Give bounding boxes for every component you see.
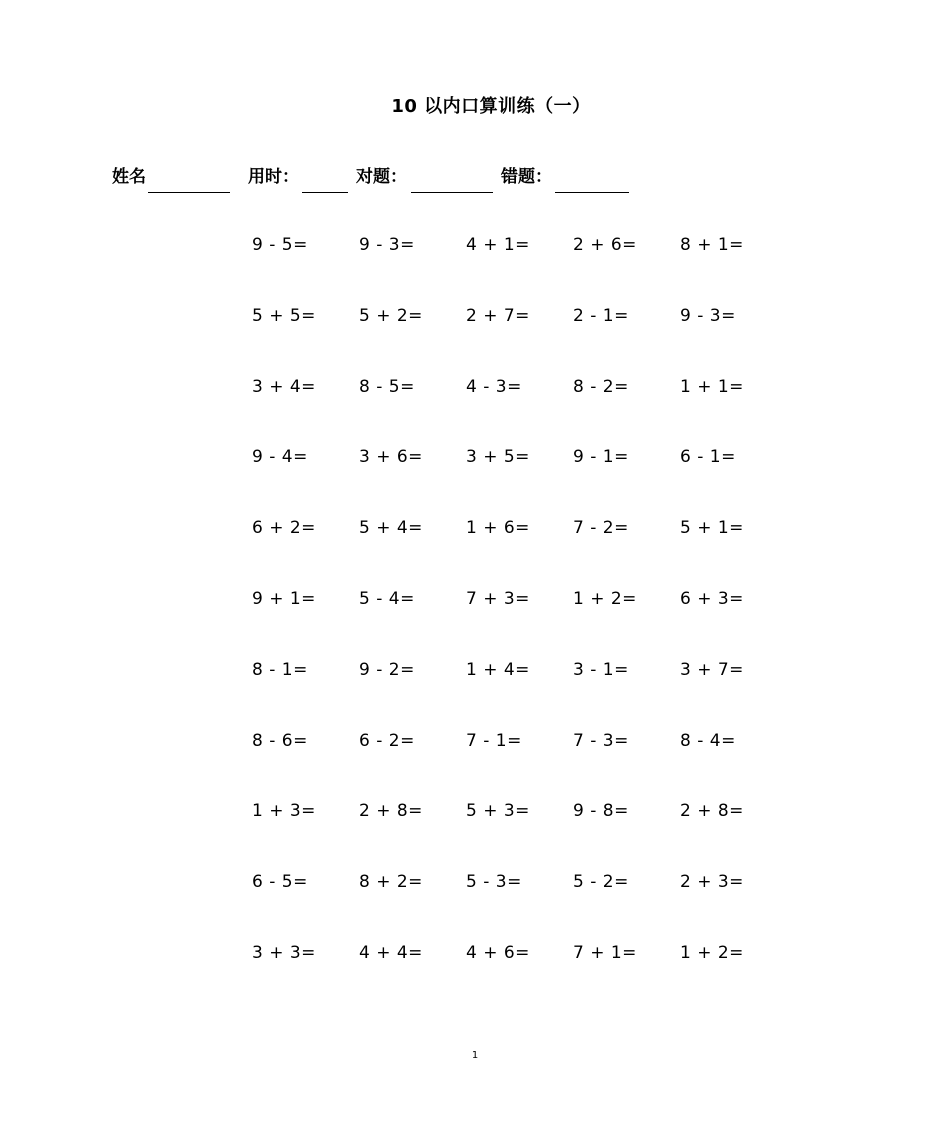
math-problem: 8 - 4=	[680, 730, 736, 751]
math-problem: 2 + 7=	[466, 305, 530, 326]
math-problem: 5 + 1=	[680, 518, 744, 539]
math-problem: 9 - 1=	[573, 447, 629, 468]
math-problem: 2 + 8=	[359, 801, 423, 822]
math-problem: 5 + 4=	[359, 518, 423, 539]
math-problem: 9 + 1=	[252, 589, 316, 609]
math-problem: 9 - 3=	[680, 305, 736, 326]
math-problem: 5 - 2=	[573, 872, 629, 893]
math-problem: 1 + 3=	[252, 801, 316, 822]
math-problem: 5 - 4=	[359, 589, 415, 609]
math-problem: 3 + 4=	[252, 376, 316, 397]
math-problem: 3 + 6=	[359, 447, 423, 468]
math-problem: 5 + 3=	[466, 801, 530, 822]
math-problem: 1 + 4=	[466, 659, 530, 680]
math-problem: 1 + 6=	[466, 518, 530, 539]
math-problem: 6 - 2=	[359, 730, 415, 751]
math-problem: 9 - 4=	[252, 447, 308, 468]
math-problem: 4 + 4=	[359, 943, 423, 963]
math-problem: 7 - 3=	[573, 730, 629, 751]
wrong-label: 错题：	[501, 167, 552, 187]
math-problem: 8 + 2=	[359, 872, 423, 893]
math-problem: 2 + 8=	[680, 801, 744, 822]
math-problem: 9 - 5=	[252, 235, 308, 255]
math-problem: 8 - 1=	[252, 659, 308, 680]
math-problem: 2 + 6=	[573, 235, 637, 255]
math-problem: 6 + 2=	[252, 518, 316, 539]
name-blank[interactable]	[148, 192, 230, 193]
math-problem: 8 - 5=	[359, 376, 415, 397]
math-problem: 8 - 2=	[573, 376, 629, 397]
correct-label: 对题：	[356, 167, 407, 187]
math-problem: 5 + 2=	[359, 305, 423, 326]
math-problem: 2 + 3=	[680, 872, 744, 893]
page-title: 10 以内口算训练（一）	[391, 96, 591, 117]
math-problem: 6 - 1=	[680, 447, 736, 468]
math-problem: 9 - 8=	[573, 801, 629, 822]
math-problem: 4 - 3=	[466, 376, 522, 397]
math-problem: 8 - 6=	[252, 730, 308, 751]
math-problem: 4 + 6=	[466, 943, 530, 963]
math-problem: 2 - 1=	[573, 305, 629, 326]
math-problem: 1 + 2=	[573, 589, 637, 609]
math-problem: 9 - 2=	[359, 659, 415, 680]
correct-blank[interactable]	[411, 192, 493, 193]
math-problem: 1 + 2=	[680, 943, 744, 963]
math-problem: 8 + 1=	[680, 235, 744, 255]
math-problem: 7 - 1=	[466, 730, 522, 751]
math-problem: 7 + 3=	[466, 589, 530, 609]
math-problem: 7 - 2=	[573, 518, 629, 539]
math-problem: 5 + 5=	[252, 305, 316, 326]
math-problem: 9 - 3=	[359, 235, 415, 255]
math-problem: 4 + 1=	[466, 235, 530, 255]
wrong-blank[interactable]	[555, 192, 629, 193]
math-problem: 3 + 3=	[252, 943, 316, 963]
math-problem: 6 + 3=	[680, 589, 744, 609]
math-problem: 3 + 5=	[466, 447, 530, 468]
math-problem: 3 + 7=	[680, 659, 744, 680]
page-number: 1	[471, 1050, 479, 1061]
time-label: 用时：	[248, 167, 299, 187]
math-problem: 3 - 1=	[573, 659, 629, 680]
math-problem: 6 - 5=	[252, 872, 308, 893]
name-label: 姓名	[112, 167, 146, 187]
math-problem: 1 + 1=	[680, 376, 744, 397]
time-blank[interactable]	[302, 192, 348, 193]
math-problem: 7 + 1=	[573, 943, 637, 963]
math-problem: 5 - 3=	[466, 872, 522, 893]
